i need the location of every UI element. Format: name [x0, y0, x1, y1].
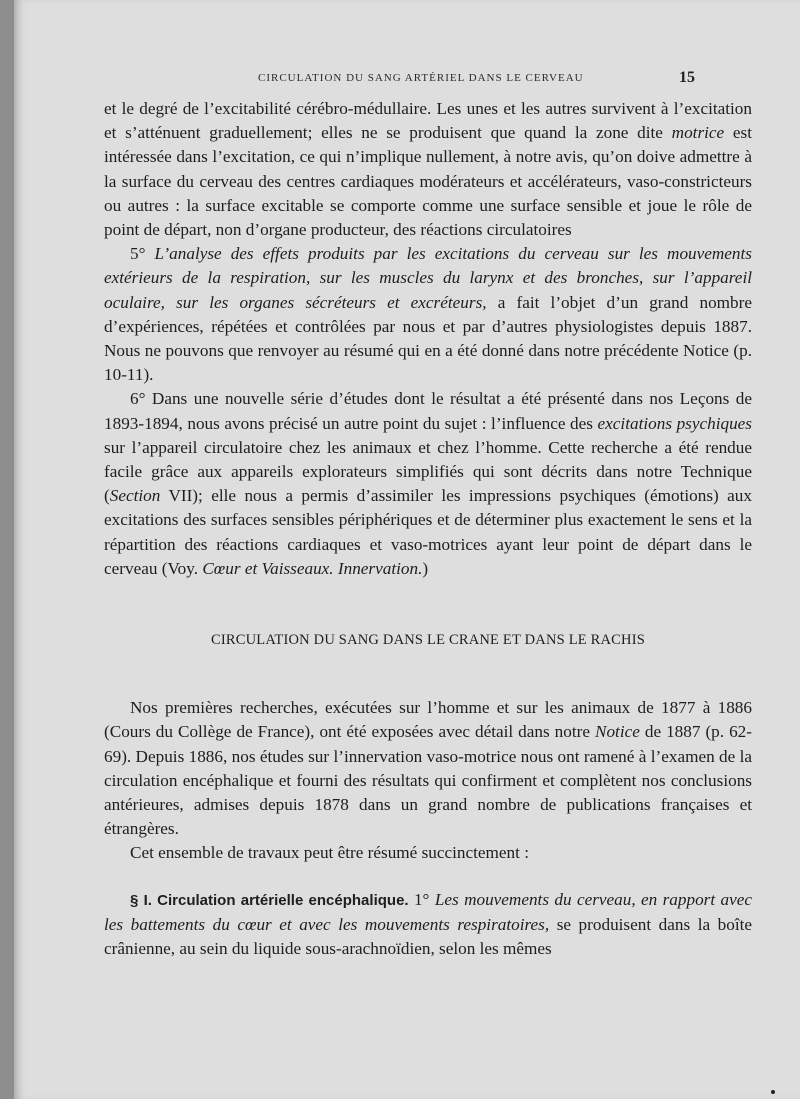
print-speck [771, 1090, 775, 1094]
page-number: 15 [679, 69, 695, 86]
text-run: Nos premières recherches, exécutées sur l’homme et sur les animaux de 1877 à 1886 (Cours du Collège de France), ont été exposées avec détail dans notre [104, 698, 752, 742]
italic-run: L’analyse des effets produits par les excitations du cerveau sur les mouvements extérieurs de la respiration, sur les muscles du larynx et des bronches, sur l’appareil oculaire, sur les organes sécréteurs et excréteurs, [104, 244, 752, 312]
item-number: 1° [408, 889, 435, 909]
text-run: et le degré de l’excitabilité cérébro-médullaire. Les unes et les autres survivent à l’excitation et s’atténuent graduellement; elles ne se produisent que quand la zone dite [104, 99, 752, 143]
text-run: se produisent dans la boîte crânienne, au sein du liquide sous-arachnoïdien, selon les mêmes [104, 914, 752, 959]
subsection-paragraph [104, 888, 752, 962]
subsection-title: § I. Circulation artérielle encéphalique. [130, 891, 409, 909]
italic-run: Les mouvements du cerveau, en rapport avec les battements du cœur et avec les mouvements respiratoires, [104, 889, 753, 934]
text-run: ) [422, 558, 429, 578]
book-page [14, 0, 800, 1099]
text-run: sur l’appareil circulatoire chez les animaux et chez l’homme. Cette recherche a été rendue facile grâce aux appareils explorateurs simplifiés qui sont décrits dans notre Technique ( [104, 437, 752, 506]
section-paragraph-1 [104, 696, 752, 841]
text-run: a fait l’objet d’un grand nombre d’expériences, répétées et contrôlées par nous et par d’autres physiologistes depuis 1887. Nous ne pouvons que renvoyer au résumé qui en a été donné dans notre précédente Notice (p. 10-11). [104, 292, 752, 385]
text-run: est intéressée dans l’excitation, ce qui n’implique nullement, à notre avis, qu’on doive admettre à la surface du cerveau des centres cardiaques modérateurs et accélérateurs, vaso-constricteurs ou autres : la surface excitable se comporte comme une surface sensible et joue le rôle de point de départ, non d’organe producteur, des réactions circulatoires [104, 123, 752, 240]
italic-run: Notice [594, 722, 640, 742]
running-head [14, 69, 800, 90]
italic-run: excitations psychiques [597, 413, 752, 433]
text-run: 6° Dans une nouvelle série d’études dont le résultat a été présenté dans nos Leçons de 1893-1894, nous avons précisé un autre point du sujet : l’influence des [104, 389, 752, 433]
italic-run: Cœur et Vaisseaux. Innervation. [202, 558, 423, 578]
text-run: VII); elle nous a permis d’assimiler les impressions psychiques (émotions) aux excitations des surfaces sensibles périphériques et de déterminer plus exactement le sens et la répartition des réactions cardiaques et vaso-motrices ayant leur point de départ dans le cerveau (Voy. [104, 486, 752, 578]
paragraph-item-6 [104, 387, 752, 581]
item-number: 5° [130, 244, 155, 264]
running-title: CIRCULATION DU SANG ARTÉRIEL DANS LE CERVEAU [258, 72, 584, 84]
italic-run: Section [109, 486, 161, 506]
paragraph-item-5 [104, 242, 752, 387]
paragraph-continuation [104, 97, 752, 242]
italic-run: motrice [671, 123, 725, 143]
section-heading: CIRCULATION DU SANG DANS LE CRANE ET DANS LE RACHIS [210, 632, 646, 649]
body-text [104, 97, 752, 961]
text-run: de 1887 (p. 62-69). Depuis 1886, nos études sur l’innervation vaso-motrice nous ont ramené à l’examen de la circulation encéphalique et fourni des résultats qui confirment et complètent nos conclusions antérieures, admises depuis 1878 dans un grand nombre de publications françaises et étrangères. [104, 722, 752, 839]
section-paragraph-2: Cet ensemble de travaux peut être résumé succinctement : [130, 843, 529, 863]
